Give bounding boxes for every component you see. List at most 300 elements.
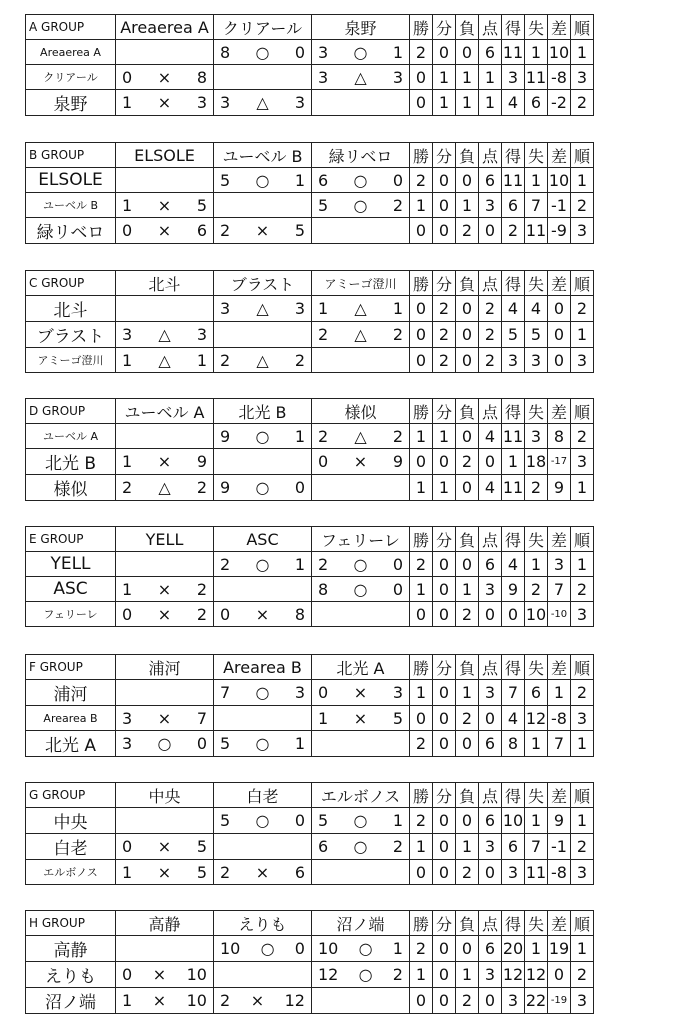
stat-header: 勝 [410, 399, 433, 424]
score-cell [214, 348, 312, 373]
stat-value: 0 [433, 936, 456, 962]
stat-header: 差 [548, 783, 571, 808]
score-cell [312, 40, 410, 65]
team-name: 北光 B [26, 449, 116, 475]
stat-value: 0 [456, 424, 479, 449]
group-table [25, 782, 594, 885]
team-name: Areaerea A [26, 40, 116, 65]
goals-against: 9 [196, 452, 207, 471]
stat-value: 2 [571, 680, 594, 706]
stat-value: -8 [548, 706, 571, 731]
team-name: ASC [26, 577, 116, 602]
result-mark: ○ [353, 42, 368, 62]
team-column-header: ユーベル B [214, 143, 312, 168]
result-mark: △ [256, 350, 269, 370]
group-label: D GROUP [26, 399, 116, 424]
stat-value: 2 [502, 218, 525, 244]
stat-value: 3 [479, 193, 502, 218]
goals-for: 6 [318, 837, 329, 856]
goals-against: 2 [392, 325, 403, 344]
stat-value: 9 [502, 577, 525, 602]
team-column-header: 中央 [116, 783, 214, 808]
stat-value: 10 [548, 40, 571, 65]
score-cell [214, 988, 312, 1014]
stat-header: 分 [433, 783, 456, 808]
score-cell-empty [312, 475, 410, 501]
team-name: ELSOLE [26, 168, 116, 193]
stat-value: 5 [525, 322, 548, 348]
stat-value: 0 [433, 449, 456, 475]
goals-for: 0 [122, 221, 133, 240]
result-mark: △ [354, 299, 367, 318]
result-mark: ○ [255, 734, 270, 753]
goals-for: 7 [220, 683, 231, 702]
team-row [26, 602, 594, 627]
score-cell-empty [116, 552, 214, 577]
stat-value: 2 [456, 988, 479, 1014]
score-cell [312, 834, 410, 860]
score-cell-empty [214, 193, 312, 218]
score-cell [116, 348, 214, 373]
stat-value: 0 [410, 322, 433, 348]
stat-value: 1 [571, 808, 594, 834]
goals-against: 2 [392, 195, 403, 215]
stat-value: 10 [525, 602, 548, 627]
stat-value: 0 [433, 680, 456, 706]
team-column-header: 北光 B [214, 399, 312, 424]
stat-value: 2 [456, 602, 479, 627]
result-mark: ○ [358, 939, 373, 958]
goals-against: 3 [294, 93, 305, 112]
stat-value: 1 [410, 834, 433, 860]
score-cell [214, 936, 312, 962]
stat-value: -2 [548, 90, 571, 116]
team-column-header: ELSOLE [116, 143, 214, 168]
goals-against: 1 [196, 350, 207, 370]
stat-value: 1 [548, 680, 571, 706]
goals-against: 10 [186, 965, 207, 984]
team-column-header: ASC [214, 527, 312, 552]
score-cell [312, 552, 410, 577]
stat-value: 4 [502, 706, 525, 731]
stat-value: -19 [548, 988, 571, 1014]
stat-value: 10 [502, 808, 525, 834]
goals-for: 0 [122, 67, 133, 87]
stat-header: 差 [548, 15, 571, 40]
result-mark: △ [256, 93, 269, 112]
stat-value: 4 [502, 90, 525, 116]
stat-header: 失 [525, 143, 548, 168]
result-mark: ○ [157, 734, 172, 753]
team-name: ユーベル B [26, 193, 116, 218]
stat-value: 1 [456, 962, 479, 988]
stat-value: 11 [502, 40, 525, 65]
result-mark: × [255, 604, 270, 624]
score-cell-empty [116, 168, 214, 193]
group-header-row [26, 399, 594, 424]
team-row [26, 449, 594, 475]
stat-value: 3 [571, 218, 594, 244]
goals-against: 5 [294, 221, 305, 240]
stat-value: 0 [433, 168, 456, 193]
score-cell [214, 860, 312, 885]
group-table [25, 654, 594, 757]
team-name: 北斗 [26, 296, 116, 322]
group-label: C GROUP [26, 271, 116, 296]
group-header-row [26, 783, 594, 808]
result-mark: ○ [255, 811, 270, 830]
score-cell [214, 40, 312, 65]
goals-against: 3 [196, 325, 207, 344]
stat-value: 0 [456, 808, 479, 834]
stat-value: 3 [525, 348, 548, 373]
stat-value: 1 [456, 65, 479, 90]
stat-header: 負 [456, 271, 479, 296]
stat-header: 勝 [410, 15, 433, 40]
stat-value: 12 [525, 706, 548, 731]
stat-header: 分 [433, 655, 456, 680]
stat-value: 2 [410, 552, 433, 577]
score-cell [116, 834, 214, 860]
goals-against: 10 [186, 991, 207, 1010]
stat-header: 順 [571, 15, 594, 40]
stat-header: 勝 [410, 143, 433, 168]
goals-for: 1 [318, 708, 329, 728]
goals-against: 7 [196, 708, 207, 728]
stat-value: 6 [479, 936, 502, 962]
team-row [26, 962, 594, 988]
stat-value: 0 [410, 296, 433, 322]
score-cell-empty [214, 962, 312, 988]
team-row [26, 475, 594, 501]
group-header-row [26, 655, 594, 680]
score-cell-empty [312, 602, 410, 627]
stat-value: 1 [456, 680, 479, 706]
goals-against: 3 [392, 67, 403, 87]
stat-value: 0 [479, 860, 502, 885]
stat-value: 2 [571, 296, 594, 322]
goals-for: 2 [220, 221, 231, 240]
stat-value: 1 [479, 65, 502, 90]
stat-value: -10 [548, 602, 571, 627]
stat-value: 9 [548, 808, 571, 834]
result-mark: ○ [255, 683, 270, 702]
goals-for: 2 [220, 554, 231, 574]
result-mark: × [255, 221, 270, 240]
stat-value: 7 [502, 680, 525, 706]
team-column-header: 北斗 [116, 271, 214, 296]
goals-against: 0 [392, 554, 403, 574]
result-mark: × [255, 862, 270, 882]
goals-against: 0 [294, 939, 305, 958]
result-mark: × [152, 965, 167, 984]
stat-header: 失 [525, 911, 548, 936]
result-mark: ○ [353, 837, 368, 856]
stat-value: 0 [548, 348, 571, 373]
goals-for: 10 [318, 939, 339, 958]
result-mark: ○ [353, 554, 368, 574]
group-label: F GROUP [26, 655, 116, 680]
goals-against: 3 [294, 683, 305, 702]
stat-value: 1 [433, 90, 456, 116]
stat-header: 得 [502, 527, 525, 552]
goals-against: 9 [392, 452, 403, 471]
group-table [25, 14, 594, 116]
stat-value: 3 [502, 988, 525, 1014]
stat-value: 1 [525, 936, 548, 962]
goals-against: 0 [392, 170, 403, 190]
goals-against: 1 [294, 554, 305, 574]
score-cell [312, 706, 410, 731]
stat-value: 3 [479, 834, 502, 860]
group-table [25, 142, 594, 244]
stat-value: 8 [502, 731, 525, 757]
stat-value: 1 [571, 475, 594, 501]
team-column-header: フェリーレ [312, 527, 410, 552]
goals-against: 5 [196, 862, 207, 882]
score-cell [214, 552, 312, 577]
goals-for: 1 [122, 991, 133, 1010]
group-label: B GROUP [26, 143, 116, 168]
stat-header: 負 [456, 399, 479, 424]
goals-against: 8 [294, 604, 305, 624]
team-column-header: YELL [116, 527, 214, 552]
result-mark: △ [158, 350, 171, 370]
score-cell-empty [214, 322, 312, 348]
stat-value: 1 [525, 40, 548, 65]
stat-value: 0 [456, 475, 479, 501]
score-cell-empty [214, 65, 312, 90]
score-cell-empty [214, 577, 312, 602]
goals-for: 10 [220, 939, 241, 958]
team-name: 北光 A [26, 731, 116, 757]
team-row [26, 348, 594, 373]
goals-against: 1 [294, 170, 305, 190]
stat-value: 4 [525, 296, 548, 322]
goals-for: 0 [220, 604, 231, 624]
stat-header: 点 [479, 655, 502, 680]
group-table [25, 398, 594, 501]
stat-value: 11 [502, 424, 525, 449]
team-row [26, 296, 594, 322]
stat-value: 2 [571, 90, 594, 116]
stat-value: 0 [433, 40, 456, 65]
team-row [26, 40, 594, 65]
stat-value: 0 [456, 552, 479, 577]
score-cell-empty [116, 680, 214, 706]
stat-header: 失 [525, 527, 548, 552]
score-cell [312, 936, 410, 962]
score-cell [214, 602, 312, 627]
group-header-row [26, 527, 594, 552]
stat-value: 0 [433, 218, 456, 244]
stat-header: 点 [479, 783, 502, 808]
stat-header: 負 [456, 655, 479, 680]
goals-for: 8 [318, 579, 329, 599]
team-row [26, 322, 594, 348]
score-cell [116, 731, 214, 757]
goals-against: 5 [196, 837, 207, 856]
stat-value: 0 [410, 602, 433, 627]
stat-value: 2 [410, 40, 433, 65]
stat-value: 1 [433, 65, 456, 90]
stat-value: 6 [502, 193, 525, 218]
score-cell-empty [312, 90, 410, 116]
score-cell [312, 962, 410, 988]
team-column-header: えりも [214, 911, 312, 936]
team-column-header: 泉野 [312, 15, 410, 40]
goals-for: 0 [122, 837, 133, 856]
stat-value: 0 [456, 296, 479, 322]
stat-value: 0 [410, 65, 433, 90]
goals-for: 0 [318, 683, 329, 702]
stat-header: 順 [571, 655, 594, 680]
stat-value: 3 [479, 577, 502, 602]
stat-value: 12 [525, 962, 548, 988]
stat-header: 勝 [410, 527, 433, 552]
stat-value: 0 [410, 218, 433, 244]
stat-header: 順 [571, 143, 594, 168]
stat-value: -1 [548, 834, 571, 860]
stat-value: 1 [410, 475, 433, 501]
goals-for: 1 [122, 862, 133, 882]
stat-header: 点 [479, 15, 502, 40]
stat-header: 分 [433, 911, 456, 936]
stat-value: 2 [525, 577, 548, 602]
goals-for: 2 [220, 991, 231, 1010]
result-mark: ○ [255, 426, 270, 446]
stat-header: 負 [456, 911, 479, 936]
stat-value: 18 [525, 449, 548, 475]
goals-for: 1 [318, 299, 329, 318]
group-header-row [26, 271, 594, 296]
stat-value: 0 [456, 322, 479, 348]
stat-value: 6 [479, 552, 502, 577]
team-column-header: Areaerea A [116, 15, 214, 40]
stat-value: 20 [502, 936, 525, 962]
stat-header: 点 [479, 527, 502, 552]
stat-value: 0 [456, 731, 479, 757]
stat-value: 1 [410, 962, 433, 988]
stat-value: 6 [479, 808, 502, 834]
group-header-row [26, 911, 594, 936]
goals-against: 0 [196, 734, 207, 753]
team-row [26, 552, 594, 577]
stat-value: 6 [502, 834, 525, 860]
result-mark: × [353, 683, 368, 702]
team-name: エルボノス [26, 860, 116, 885]
group-table [25, 526, 594, 627]
stat-value: 3 [571, 706, 594, 731]
stat-value: 0 [410, 988, 433, 1014]
result-mark: × [157, 604, 172, 624]
group-label: E GROUP [26, 527, 116, 552]
stat-header: 差 [548, 655, 571, 680]
stat-value: 2 [433, 296, 456, 322]
score-cell-empty [116, 424, 214, 449]
result-mark: × [157, 862, 172, 882]
stat-value: 1 [571, 40, 594, 65]
stat-header: 失 [525, 783, 548, 808]
stat-value: 1 [571, 552, 594, 577]
group-header-row [26, 143, 594, 168]
stat-value: 4 [502, 552, 525, 577]
stat-value: 0 [433, 731, 456, 757]
stat-value: 1 [571, 731, 594, 757]
stat-value: 11 [525, 860, 548, 885]
stat-header: 得 [502, 783, 525, 808]
result-mark: × [157, 221, 172, 240]
stat-value: 0 [410, 860, 433, 885]
team-name: アミーゴ澄川 [26, 348, 116, 373]
stat-header: 負 [456, 143, 479, 168]
stat-value: 1 [456, 90, 479, 116]
stat-value: 3 [479, 680, 502, 706]
stat-value: 11 [502, 168, 525, 193]
team-column-header: クリアール [214, 15, 312, 40]
goals-for: 8 [220, 42, 231, 62]
result-mark: × [157, 452, 172, 471]
score-cell [312, 680, 410, 706]
score-cell [312, 449, 410, 475]
goals-for: 3 [122, 325, 133, 344]
stat-value: 0 [410, 348, 433, 373]
result-mark: △ [158, 478, 171, 497]
result-mark: △ [354, 325, 367, 344]
stat-value: 2 [571, 962, 594, 988]
group-header-row [26, 15, 594, 40]
team-row [26, 680, 594, 706]
stat-value: 1 [410, 424, 433, 449]
goals-for: 3 [122, 708, 133, 728]
stat-value: 3 [571, 602, 594, 627]
goals-for: 3 [220, 93, 231, 112]
stat-value: 7 [525, 834, 548, 860]
goals-for: 5 [220, 170, 231, 190]
score-cell-empty [312, 988, 410, 1014]
team-column-header: アミーゴ澄川 [312, 271, 410, 296]
stat-value: 2 [479, 322, 502, 348]
goals-against: 6 [294, 862, 305, 882]
result-mark: ○ [255, 42, 270, 62]
goals-for: 0 [318, 452, 329, 471]
group-label: G GROUP [26, 783, 116, 808]
goals-against: 6 [196, 221, 207, 240]
team-row [26, 218, 594, 244]
stat-value: 0 [456, 348, 479, 373]
stat-header: 得 [502, 911, 525, 936]
stat-header: 勝 [410, 783, 433, 808]
score-cell [116, 962, 214, 988]
goals-for: 9 [220, 478, 231, 497]
stat-value: 0 [433, 552, 456, 577]
team-name: 泉野 [26, 90, 116, 116]
goals-against: 3 [294, 299, 305, 318]
score-cell [116, 65, 214, 90]
stat-header: 失 [525, 15, 548, 40]
team-column-header: ブラスト [214, 271, 312, 296]
team-column-header: 浦河 [116, 655, 214, 680]
stat-value: 7 [525, 193, 548, 218]
stat-header: 勝 [410, 655, 433, 680]
result-mark: × [353, 708, 368, 728]
stat-header: 分 [433, 399, 456, 424]
team-name: ブラスト [26, 322, 116, 348]
stat-value: 0 [410, 706, 433, 731]
stat-header: 差 [548, 143, 571, 168]
score-cell [312, 322, 410, 348]
score-cell [312, 808, 410, 834]
